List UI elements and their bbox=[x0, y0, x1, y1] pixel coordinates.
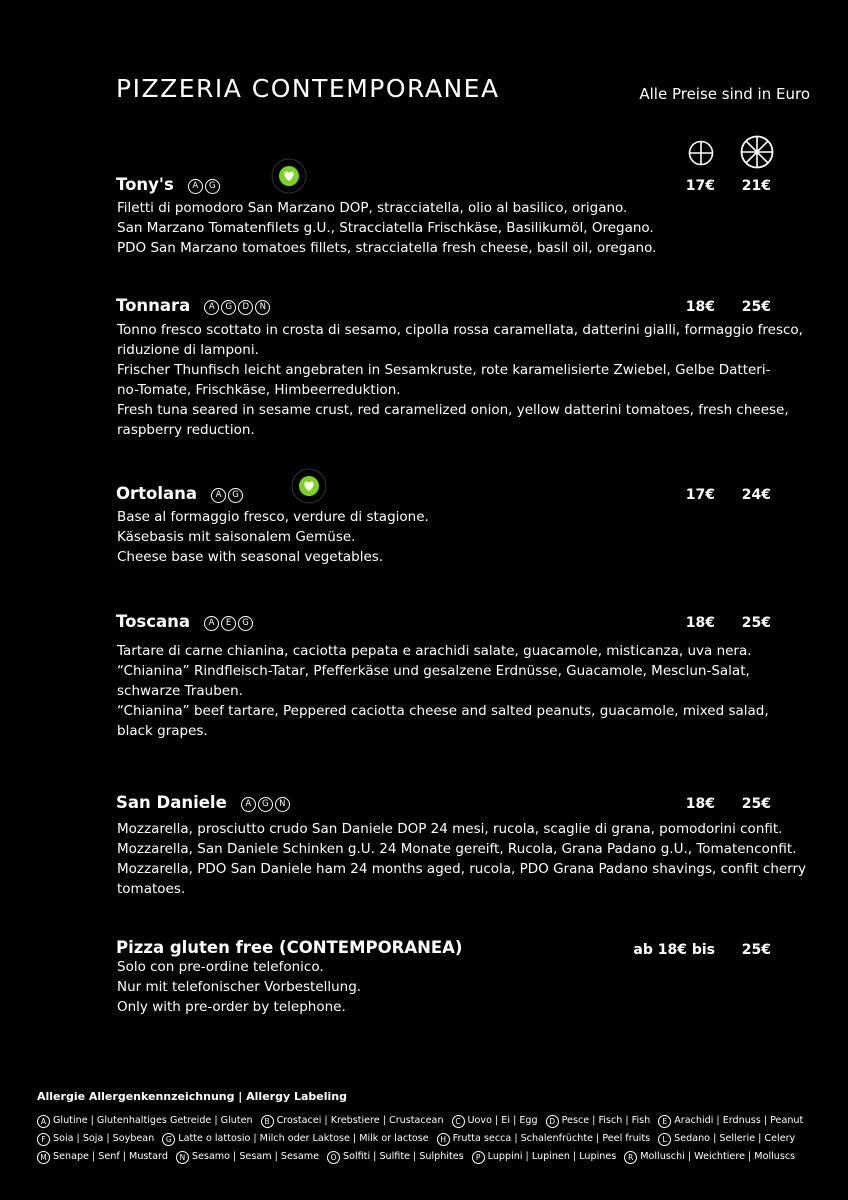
legend-text: Sesamo | Sesam | Sesame bbox=[191, 1151, 320, 1162]
allergen-badge: R bbox=[624, 1151, 637, 1164]
description-line: “Chianina” beef tartare, Peppered caciotta cheese and salted peanuts, guacamole, mixed salad, bbox=[117, 703, 769, 719]
price-small: ab 18€ bis bbox=[633, 942, 715, 958]
description-line: Cheese base with seasonal vegetables. bbox=[117, 549, 384, 565]
description-line: Nur mit telefonischer Vorbestellung. bbox=[117, 979, 362, 995]
allergen-badge: G bbox=[221, 300, 236, 315]
allergen-badge: A bbox=[37, 1115, 50, 1128]
description-line: Tonno fresco scottato in crosta di sesamo, cipolla rossa caramellata, datterini gialli, formaggio fresco, bbox=[117, 322, 803, 338]
legend-entry bbox=[437, 1133, 650, 1146]
allergen-badge: G bbox=[162, 1133, 175, 1146]
legend-entry bbox=[37, 1115, 253, 1128]
legend-text: Luppini | Lupinen | Lupines bbox=[487, 1151, 617, 1162]
allergen-list bbox=[211, 488, 243, 503]
price-large: 21€ bbox=[741, 178, 771, 194]
menu-item-title: San Daniele bbox=[116, 793, 227, 812]
allergen-list bbox=[241, 797, 290, 812]
allergen-badge: C bbox=[452, 1115, 465, 1128]
description-line: Base al formaggio fresco, verdure di stagione. bbox=[117, 509, 429, 525]
description-line: Mozzarella, San Daniele Schinken g.U. 24 Monate gereift, Rucola, Grana Padano g.U., Tomatenconfit. bbox=[117, 841, 797, 857]
price-large: 25€ bbox=[741, 942, 771, 958]
price-large: 25€ bbox=[741, 796, 771, 812]
menu-item-description bbox=[117, 320, 817, 440]
legend-entry bbox=[176, 1151, 319, 1164]
price-small: 17€ bbox=[685, 487, 715, 503]
legend-text: Soia | Soja | Soybean bbox=[53, 1133, 155, 1144]
description-line: black grapes. bbox=[117, 723, 208, 739]
legend-text: Arachidi | Erdnuss | Peanut bbox=[674, 1115, 804, 1126]
allergen-badge: D bbox=[238, 300, 253, 315]
allergen-list bbox=[204, 300, 270, 315]
description-line: Fresh tuna seared in sesame crust, red caramelized onion, yellow datterini tomatoes, fresh cheese, bbox=[117, 402, 789, 418]
description-line: no-Tomate, Frischkäse, Himbeerreduktion. bbox=[117, 382, 401, 398]
legend-text: Crostacei | Krebstiere | Crustacean bbox=[276, 1115, 444, 1126]
menu-item-name bbox=[116, 612, 253, 631]
page-title: PIZZERIA CONTEMPORANEA bbox=[116, 74, 500, 103]
allergen-badge: N bbox=[176, 1151, 189, 1164]
allergen-badge: A bbox=[204, 616, 219, 631]
legend-entry bbox=[472, 1151, 617, 1164]
menu-item-description bbox=[117, 641, 817, 741]
vegetarian-badge-icon bbox=[271, 158, 307, 194]
allergen-badge: E bbox=[221, 616, 236, 631]
allergen-badge: G bbox=[258, 797, 273, 812]
description-line: Solo con pre-ordine telefonico. bbox=[117, 959, 324, 975]
description-line: “Chianina” Rindfleisch-Tatar, Pfefferkäse und gesalzene Erdnüsse, Guacamole, Mesclun-Salat, bbox=[117, 663, 750, 679]
price-small: 18€ bbox=[685, 796, 715, 812]
allergen-badge: G bbox=[238, 616, 253, 631]
legend-row bbox=[37, 1151, 803, 1164]
legend-entry bbox=[546, 1115, 651, 1128]
legend-heading: Allergie Allergenkennzeichnung | Allergy Labeling bbox=[37, 1090, 347, 1103]
legend-text: Frutta secca | Schalenfrüchte | Peel fruits bbox=[452, 1133, 651, 1144]
description-line: Mozzarella, PDO San Daniele ham 24 months aged, rucola, PDO Grana Padano shavings, confit cherry bbox=[117, 861, 807, 877]
menu-item-name bbox=[116, 296, 270, 315]
legend-entry bbox=[37, 1133, 154, 1146]
legend-row bbox=[37, 1115, 811, 1128]
legend-row bbox=[37, 1133, 803, 1146]
allergen-badge: O bbox=[327, 1151, 340, 1164]
menu-item-name bbox=[116, 793, 290, 812]
legend-text: Latte o lattosio | Milch oder Laktose | Milk or lactose bbox=[178, 1133, 429, 1144]
allergen-badge: A bbox=[241, 797, 256, 812]
allergen-badge: E bbox=[658, 1115, 671, 1128]
legend-entry bbox=[327, 1151, 464, 1164]
allergen-list bbox=[188, 179, 220, 194]
legend-entry bbox=[624, 1151, 795, 1164]
legend-entry bbox=[261, 1115, 444, 1128]
menu-item-description bbox=[117, 198, 817, 258]
description-line: tomatoes. bbox=[117, 881, 186, 897]
pizza-large-icon bbox=[740, 135, 774, 169]
menu-item-name bbox=[116, 484, 243, 503]
allergen-badge: L bbox=[658, 1133, 671, 1146]
price-small: 18€ bbox=[685, 299, 715, 315]
allergen-badge: P bbox=[472, 1151, 485, 1164]
menu-item-name bbox=[116, 175, 220, 194]
allergen-badge: A bbox=[204, 300, 219, 315]
allergen-badge: G bbox=[228, 488, 243, 503]
pizza-small-icon bbox=[688, 140, 714, 166]
menu-item-description bbox=[117, 957, 817, 1017]
menu-item-title: Pizza gluten free (CONTEMPORANEA) bbox=[116, 938, 463, 957]
legend-text: Uovo | Ei | Egg bbox=[467, 1115, 538, 1126]
description-line: Tartare di carne chianina, caciotta pepata e arachidi salate, guacamole, misticanza, uva nera. bbox=[117, 643, 752, 659]
legend-text: Solfiti | Sulfite | Sulphites bbox=[343, 1151, 464, 1162]
vegetarian-badge-icon bbox=[291, 468, 327, 504]
description-line: Frischer Thunfisch leicht angebraten in Sesamkruste, rote karamelisierte Zwiebel, Gelbe Datteri- bbox=[117, 362, 771, 378]
menu-item-name bbox=[116, 938, 462, 957]
allergen-badge: A bbox=[188, 179, 203, 194]
description-line: riduzione di lamponi. bbox=[117, 342, 259, 358]
menu-item-description bbox=[117, 819, 817, 899]
price-large: 25€ bbox=[741, 615, 771, 631]
allergen-badge: N bbox=[255, 300, 270, 315]
description-line: Only with pre-order by telephone. bbox=[117, 999, 346, 1015]
allergen-badge: H bbox=[437, 1133, 450, 1146]
description-line: San Marzano Tomatenfilets g.U., Stracciatella Frischkäse, Basilikumöl, Oregano. bbox=[117, 220, 654, 236]
allergen-badge: D bbox=[546, 1115, 559, 1128]
description-line: Filetti di pomodoro San Marzano DOP, stracciatella, olio al basilico, origano. bbox=[117, 200, 628, 216]
description-line: PDO San Marzano tomatoes fillets, stracciatella fresh cheese, basil oil, oregano. bbox=[117, 240, 657, 256]
allergen-badge: F bbox=[37, 1133, 50, 1146]
menu-item-description bbox=[117, 507, 817, 567]
legend-text: Pesce | Fisch | Fish bbox=[561, 1115, 651, 1126]
menu-item-title: Tonnara bbox=[116, 296, 191, 315]
description-line: Käsebasis mit saisonalem Gemüse. bbox=[117, 529, 356, 545]
price-small: 18€ bbox=[685, 615, 715, 631]
legend-text: Glutine | Glutenhaltiges Getreide | Gluten bbox=[53, 1115, 253, 1126]
menu-item-title: Toscana bbox=[116, 612, 191, 631]
allergen-badge: A bbox=[211, 488, 226, 503]
legend-entry bbox=[37, 1151, 168, 1164]
legend-text: Sedano | Sellerie | Celery bbox=[674, 1133, 796, 1144]
currency-note: Alle Preise sind in Euro bbox=[639, 85, 810, 103]
description-line: Mozzarella, prosciutto crudo San Daniele DOP 24 mesi, rucola, scaglie di grana, pomodorini confit. bbox=[117, 821, 783, 837]
description-line: raspberry reduction. bbox=[117, 422, 255, 438]
description-line: schwarze Trauben. bbox=[117, 683, 243, 699]
menu-item-title: Ortolana bbox=[116, 484, 198, 503]
allergen-badge: B bbox=[261, 1115, 274, 1128]
allergen-badge: G bbox=[205, 179, 220, 194]
legend-entry bbox=[658, 1133, 795, 1146]
legend-entry bbox=[658, 1115, 803, 1128]
legend-text: Senape | Senf | Mustard bbox=[53, 1151, 168, 1162]
price-large: 25€ bbox=[741, 299, 771, 315]
allergen-badge: N bbox=[275, 797, 290, 812]
allergen-badge: M bbox=[37, 1151, 50, 1164]
price-small: 17€ bbox=[685, 178, 715, 194]
price-large: 24€ bbox=[741, 487, 771, 503]
menu-item-title: Tony's bbox=[116, 175, 174, 194]
allergen-list bbox=[204, 616, 253, 631]
legend-text: Molluschi | Weichtiere | Molluscs bbox=[640, 1151, 796, 1162]
legend-entry bbox=[162, 1133, 428, 1146]
legend-entry bbox=[452, 1115, 538, 1128]
